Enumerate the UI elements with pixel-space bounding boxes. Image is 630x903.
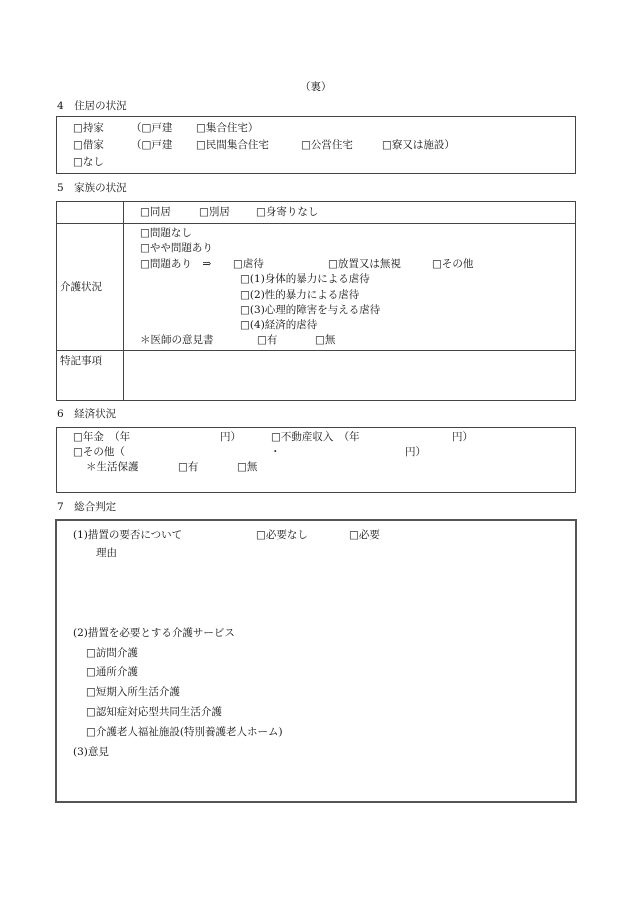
services-question: (2)措置を必要とする介護サービス — [73, 627, 235, 639]
section-7-heading: 7 総合判定 — [57, 501, 117, 513]
checkbox-own-detached[interactable]: （□戸建 — [131, 122, 173, 134]
welfare-label: ＊生活保護 — [86, 461, 139, 473]
checkbox-abuse-sexual[interactable]: □(2)性的暴力による虐待 — [240, 289, 360, 301]
checkbox-problem[interactable]: □問題あり ⇒ — [140, 258, 212, 270]
checkbox-dementia-group-home[interactable]: □認知症対応型共同生活介護 — [86, 706, 222, 718]
checkbox-own-apartment[interactable]: □集合住宅） — [196, 122, 259, 134]
checkbox-abuse-economic[interactable]: □(4)経済的虐待 — [240, 319, 318, 331]
necessity-question: (1)措置の要否について — [73, 529, 183, 541]
checkbox-doctor-opinion-yes[interactable]: □有 — [257, 334, 278, 346]
real-estate-yen-label: 円） — [452, 431, 473, 443]
section-4-heading: 4 住居の状況 — [57, 100, 127, 112]
checkbox-other-income[interactable]: □その他（ — [73, 446, 125, 458]
section-6-heading: 6 経済状況 — [57, 408, 117, 420]
judgment-box — [55, 519, 577, 803]
checkbox-doctor-opinion-no[interactable]: □無 — [315, 334, 336, 346]
checkbox-rent-private-apartment[interactable]: □民間集合住宅 — [196, 139, 269, 151]
checkbox-abuse[interactable]: □虐待 — [233, 258, 264, 270]
checkbox-rent-dorm-facility[interactable]: □寮又は施設） — [382, 139, 455, 151]
family-table-row-line-1 — [56, 223, 576, 224]
checkbox-no-housing[interactable]: □なし — [73, 156, 104, 168]
checkbox-nursing-home[interactable]: □介護老人福祉施設(特別養護老人ホーム) — [86, 726, 283, 738]
reason-field[interactable] — [94, 565, 564, 620]
special-notes-field[interactable] — [126, 353, 572, 398]
checkbox-own-house[interactable]: □持家 — [73, 122, 104, 134]
opinion-field[interactable] — [94, 763, 564, 797]
checkbox-welfare-no[interactable]: □無 — [237, 461, 258, 473]
checkbox-no-relatives[interactable]: □身寄りなし — [256, 206, 319, 218]
doctor-opinion-label: ＊医師の意見書 — [140, 334, 214, 346]
care-status-label: 介護状況 — [60, 281, 102, 293]
other-income-separator: ・ — [270, 446, 281, 458]
checkbox-pension[interactable]: □年金 （年 — [73, 431, 131, 443]
checkbox-neglect[interactable]: □放置又は無視 — [328, 258, 401, 270]
checkbox-other-problem[interactable]: □その他 — [432, 258, 474, 270]
family-table-divider — [123, 201, 124, 401]
checkbox-rent-detached[interactable]: （□戸建 — [131, 139, 173, 151]
checkbox-needed[interactable]: □必要 — [349, 529, 380, 541]
family-table-row-line-2 — [56, 350, 576, 351]
checkbox-no-problem[interactable]: □問題なし — [140, 227, 192, 239]
checkbox-not-needed[interactable]: □必要なし — [256, 529, 308, 541]
section-5-heading: 5 家族の状況 — [57, 182, 127, 194]
checkbox-abuse-psychological[interactable]: □(3)心理的障害を与える虐待 — [240, 304, 381, 316]
checkbox-abuse-physical[interactable]: □(1)身体的暴力による虐待 — [240, 273, 370, 285]
page-title: （裏） — [300, 81, 332, 93]
other-income-yen-label: 円） — [405, 446, 426, 458]
checkbox-home-visit-care[interactable]: □訪問介護 — [86, 647, 138, 659]
checkbox-live-together[interactable]: □同居 — [140, 206, 171, 218]
checkbox-rented-house[interactable]: □借家 — [73, 139, 104, 151]
special-notes-label: 特記事項 — [60, 355, 102, 367]
pension-yen-label: 円） — [220, 431, 241, 443]
checkbox-welfare-yes[interactable]: □有 — [178, 461, 199, 473]
reason-label: 理由 — [96, 547, 117, 559]
opinion-label: (3)意見 — [73, 746, 109, 758]
checkbox-short-stay-care[interactable]: □短期入所生活介護 — [86, 686, 180, 698]
checkbox-real-estate-income[interactable]: □不動産収入 （年 — [271, 431, 360, 443]
checkbox-rent-public-housing[interactable]: □公営住宅 — [301, 139, 353, 151]
checkbox-live-separately[interactable]: □別居 — [199, 206, 230, 218]
checkbox-day-care[interactable]: □通所介護 — [86, 666, 138, 678]
checkbox-some-problem[interactable]: □やや問題あり — [140, 242, 213, 254]
